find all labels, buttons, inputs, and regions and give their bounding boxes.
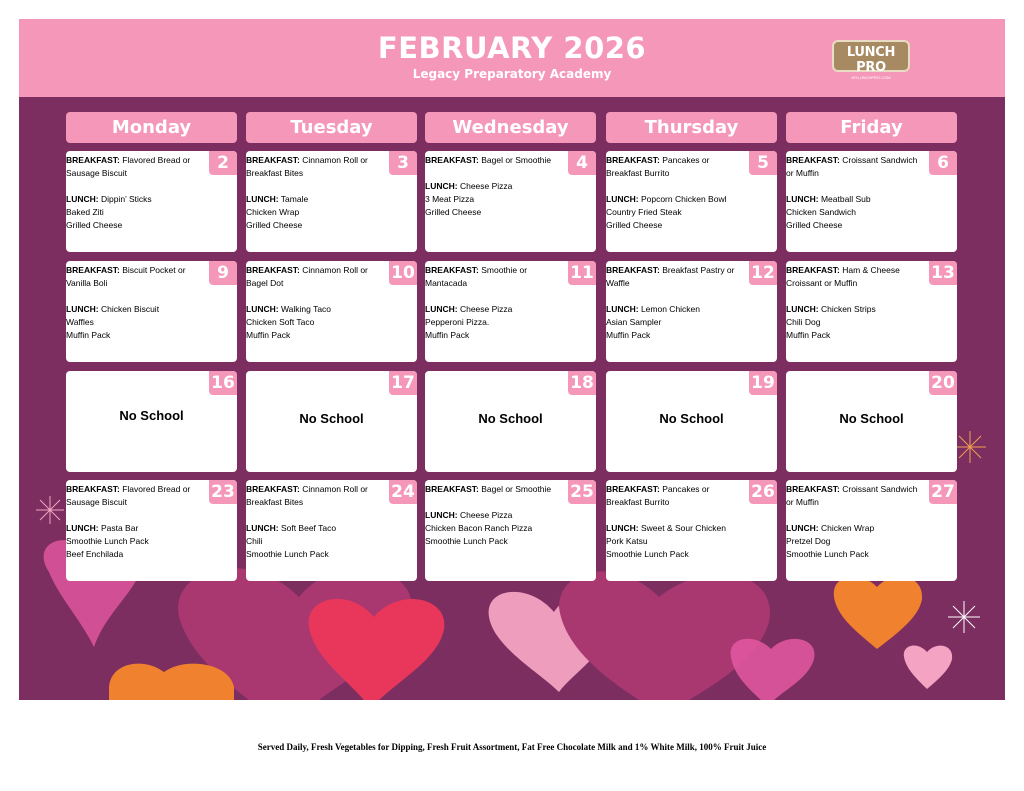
meal-list: [606, 154, 746, 232]
heart-decoration: [109, 664, 234, 700]
day-cell: [425, 261, 596, 362]
day-cell: [786, 261, 957, 362]
meal-list: [246, 154, 386, 232]
date-number: 20: [929, 371, 957, 395]
lunch-item-text: Chili Dog: [786, 317, 821, 327]
breakfast-items: Flavored Bread or Sausage Biscuit: [66, 484, 191, 507]
breakfast-items: Cinnamon Roll or Breakfast Bites: [246, 484, 368, 507]
date-number: 5: [749, 151, 777, 175]
lunch-item: [786, 535, 926, 548]
sparkle-decoration: [948, 601, 980, 633]
meal-list: [606, 483, 746, 561]
calendar-panel: [19, 97, 1005, 700]
date-number: 11: [568, 261, 596, 285]
lunch-item: [66, 316, 206, 329]
breakfast-label: BREAKFAST:: [246, 484, 300, 494]
lunch-item-text: Chicken Bacon Ranch Pizza: [425, 523, 533, 533]
lunch-item: [246, 303, 386, 316]
lunch-item-text: Pepperoni Pizza.: [425, 317, 490, 327]
day-cell: [606, 151, 777, 252]
lunch-label: LUNCH:: [606, 523, 639, 533]
breakfast-line: [66, 264, 206, 290]
date-number: 16: [209, 371, 237, 395]
day-header-thursday: Thursday: [606, 112, 777, 143]
breakfast-items: Croissant Sandwich or Muffin: [786, 155, 918, 178]
date-number: 19: [749, 371, 777, 395]
lunch-item: [606, 522, 746, 535]
breakfast-label: BREAKFAST:: [786, 265, 840, 275]
lunch-item-text: Muffin Pack: [786, 330, 831, 340]
date-number: 18: [568, 371, 596, 395]
meal-list: [606, 264, 746, 342]
breakfast-line: [786, 483, 926, 509]
lunch-item: [786, 193, 926, 206]
lunch-item-text: Pasta Bar: [100, 523, 139, 533]
lunch-item: [606, 303, 746, 316]
lunch-item: [246, 206, 386, 219]
lunch-label: LUNCH:: [786, 194, 819, 204]
breakfast-label: BREAKFAST:: [66, 155, 120, 165]
header-banner: [19, 19, 1005, 97]
lunch-item-text: Muffin Pack: [425, 330, 470, 340]
logo-url: MYLUNCHPRO.COM: [851, 75, 891, 80]
lunch-item-text: 3 Meat Pizza: [425, 194, 475, 204]
lunch-label: LUNCH:: [786, 304, 819, 314]
breakfast-line: [606, 264, 746, 290]
breakfast-line: [425, 483, 565, 496]
breakfast-label: BREAKFAST:: [425, 265, 479, 275]
day-cell: [425, 480, 596, 581]
breakfast-line: [246, 154, 386, 180]
date-number: 24: [389, 480, 417, 504]
lunch-item-text: Chili: [246, 536, 263, 546]
lunch-item-text: Smoothie Lunch Pack: [606, 549, 689, 559]
date-number: 3: [389, 151, 417, 175]
no-school-note: No School: [659, 411, 724, 426]
lunch-item-text: Soft Beef Taco: [280, 523, 337, 533]
breakfast-label: BREAKFAST:: [425, 484, 479, 494]
meal-list: [425, 154, 565, 219]
breakfast-line: [786, 154, 926, 180]
lunch-item-text: Grilled Cheese: [425, 207, 482, 217]
day-cell: [246, 480, 417, 581]
lunch-item: [606, 316, 746, 329]
lunch-item-text: Meatball Sub: [820, 194, 871, 204]
breakfast-label: BREAKFAST:: [606, 484, 660, 494]
lunch-item-text: Pretzel Dog: [786, 536, 831, 546]
lunch-item: [786, 329, 926, 342]
lunch-item: [606, 535, 746, 548]
lunch-item: [66, 329, 206, 342]
lunch-item: [66, 206, 206, 219]
lunch-item-text: Chicken Sandwich: [786, 207, 856, 217]
breakfast-items: Breakfast Pastry or Waffle: [606, 265, 735, 288]
breakfast-line: [425, 264, 565, 290]
lunch-item-text: Baked Ziti: [66, 207, 104, 217]
breakfast-items: Pancakes or Breakfast Burrito: [606, 155, 710, 178]
day-cell: [606, 480, 777, 581]
lunch-item-text: Beef Enchilada: [66, 549, 124, 559]
lunch-item-text: Walking Taco: [280, 304, 332, 314]
lunch-item-text: Waffles: [66, 317, 94, 327]
lunch-item: [786, 219, 926, 232]
lunch-item-text: Chicken Wrap: [820, 523, 875, 533]
breakfast-label: BREAKFAST:: [606, 265, 660, 275]
lunch-item: [66, 535, 206, 548]
day-cell: [786, 480, 957, 581]
lunch-item-text: Cheese Pizza: [459, 181, 513, 191]
lunch-item: [606, 329, 746, 342]
breakfast-line: [786, 264, 926, 290]
lunch-label: LUNCH:: [66, 523, 99, 533]
day-cell: [425, 371, 596, 472]
breakfast-line: [606, 154, 746, 180]
breakfast-line: [606, 483, 746, 509]
date-number: 2: [209, 151, 237, 175]
heart-decoration: [559, 572, 770, 700]
lunch-label: LUNCH:: [425, 510, 458, 520]
lunch-label: LUNCH:: [786, 523, 819, 533]
lunch-item-text: Pork Katsu: [606, 536, 648, 546]
meal-list: [246, 483, 386, 561]
lunch-item: [786, 316, 926, 329]
meal-list: [786, 264, 926, 342]
lunch-label: LUNCH:: [606, 194, 639, 204]
lunch-item-text: Grilled Cheese: [606, 220, 663, 230]
lunch-label: LUNCH:: [425, 304, 458, 314]
heart-decoration: [904, 646, 952, 689]
lunch-item: [66, 303, 206, 316]
meal-list: [66, 483, 206, 561]
lunch-label: LUNCH:: [66, 304, 99, 314]
lunch-label: LUNCH:: [425, 181, 458, 191]
breakfast-items: Ham & Cheese Croissant or Muffin: [786, 265, 900, 288]
meal-list: [66, 154, 206, 232]
lunch-item-text: Asian Sampler: [606, 317, 662, 327]
lunch-item: [246, 548, 386, 561]
breakfast-line: [425, 154, 565, 167]
breakfast-line: [66, 483, 206, 509]
day-cell: [66, 261, 237, 362]
lunch-item: [246, 219, 386, 232]
lunch-item-text: Smoothie Lunch Pack: [246, 549, 329, 559]
breakfast-items: Bagel or Smoothie: [481, 484, 552, 494]
lunch-item: [425, 193, 565, 206]
no-school-note: No School: [839, 411, 904, 426]
lunch-item-text: Cheese Pizza: [459, 510, 513, 520]
date-number: 23: [209, 480, 237, 504]
breakfast-items: Bagel or Smoothie: [481, 155, 552, 165]
breakfast-line: [246, 264, 386, 290]
lunch-item-text: Lemon Chicken: [640, 304, 701, 314]
breakfast-label: BREAKFAST:: [786, 484, 840, 494]
day-header-monday: Monday: [66, 112, 237, 143]
breakfast-items: Cinnamon Roll or Breakfast Bites: [246, 155, 368, 178]
breakfast-label: BREAKFAST:: [66, 265, 120, 275]
breakfast-items: Pancakes or Breakfast Burrito: [606, 484, 710, 507]
lunch-item: [425, 180, 565, 193]
no-school-note: No School: [478, 411, 543, 426]
sparkle-decoration: [36, 496, 64, 524]
lunch-item-text: Popcorn Chicken Bowl: [640, 194, 727, 204]
breakfast-items: Cinnamon Roll or Bagel Dot: [246, 265, 368, 288]
lunch-item: [425, 303, 565, 316]
lunch-label: LUNCH:: [246, 304, 279, 314]
breakfast-line: [66, 154, 206, 180]
breakfast-label: BREAKFAST:: [246, 265, 300, 275]
lunch-item-text: Chicken Wrap: [246, 207, 300, 217]
day-header-friday: Friday: [786, 112, 957, 143]
day-cell: [66, 371, 237, 472]
breakfast-label: BREAKFAST:: [786, 155, 840, 165]
breakfast-label: BREAKFAST:: [66, 484, 120, 494]
lunch-label: LUNCH:: [246, 194, 279, 204]
lunch-item: [425, 206, 565, 219]
lunch-item: [425, 522, 565, 535]
lunch-item: [246, 522, 386, 535]
lunch-item: [425, 509, 565, 522]
breakfast-items: Croissant Sandwich or Muffin: [786, 484, 918, 507]
breakfast-line: [246, 483, 386, 509]
lunch-item: [425, 316, 565, 329]
meal-list: [425, 264, 565, 342]
lunch-item: [66, 219, 206, 232]
lunch-item: [606, 206, 746, 219]
lunch-item: [606, 193, 746, 206]
sparkle-decoration: [954, 431, 986, 463]
day-cell: [606, 371, 777, 472]
day-cell: [66, 151, 237, 252]
logo-text: LUNCH PRO: [846, 45, 896, 75]
date-number: 12: [749, 261, 777, 285]
lunch-item-text: Grilled Cheese: [246, 220, 303, 230]
breakfast-items: Flavored Bread or Sausage Biscuit: [66, 155, 191, 178]
day-cell: [425, 151, 596, 252]
date-number: 26: [749, 480, 777, 504]
breakfast-label: BREAKFAST:: [246, 155, 300, 165]
date-number: 13: [929, 261, 957, 285]
lunch-item-text: Chicken Strips: [820, 304, 876, 314]
lunch-item-text: Grilled Cheese: [786, 220, 843, 230]
lunch-label: LUNCH:: [606, 304, 639, 314]
day-cell: [606, 261, 777, 362]
lunch-item: [606, 548, 746, 561]
lunch-item-text: Chicken Biscuit: [100, 304, 160, 314]
no-school-note: No School: [299, 411, 364, 426]
day-cell: [246, 261, 417, 362]
lunch-item-text: Dippin’ Sticks: [100, 194, 152, 204]
heart-decoration: [834, 576, 922, 649]
meal-list: [786, 483, 926, 561]
lunch-item: [425, 329, 565, 342]
day-header-tuesday: Tuesday: [246, 112, 417, 143]
day-cell: [786, 151, 957, 252]
lunch-item: [246, 535, 386, 548]
date-number: 6: [929, 151, 957, 175]
page-title: FEBRUARY 2026: [377, 31, 647, 65]
lunch-item: [66, 193, 206, 206]
lunch-item-text: Muffin Pack: [66, 330, 111, 340]
breakfast-label: BREAKFAST:: [425, 155, 479, 165]
lunch-item: [425, 535, 565, 548]
meal-list: [425, 483, 565, 548]
day-cell: [246, 371, 417, 472]
lunch-item-text: Muffin Pack: [606, 330, 651, 340]
breakfast-items: Biscuit Pocket or Vanilla Boli: [66, 265, 186, 288]
lunch-item: [66, 522, 206, 535]
no-school-note: No School: [119, 408, 184, 423]
day-cell: [66, 480, 237, 581]
lunch-item-text: Smoothie Lunch Pack: [425, 536, 508, 546]
date-number: 9: [209, 261, 237, 285]
heart-decoration: [731, 639, 815, 700]
school-name: Legacy Preparatory Academy: [412, 67, 612, 81]
footer-note: Served Daily, Fresh Vegetables for Dipping, Fresh Fruit Assortment, Fat Free Chocolate Milk and 1% White Milk, 100% Fruit Juice: [257, 742, 767, 752]
date-number: 25: [568, 480, 596, 504]
day-cell: [786, 371, 957, 472]
lunch-pro-logo: [832, 40, 910, 80]
breakfast-label: BREAKFAST:: [606, 155, 660, 165]
lunch-item-text: Grilled Cheese: [66, 220, 123, 230]
lunch-item-text: Tamale: [280, 194, 309, 204]
lunch-label: LUNCH:: [66, 194, 99, 204]
lunch-item-text: Chicken Soft Taco: [246, 317, 315, 327]
date-number: 4: [568, 151, 596, 175]
lunch-item-text: Smoothie Lunch Pack: [66, 536, 149, 546]
lunch-item: [786, 548, 926, 561]
lunch-item-text: Cheese Pizza: [459, 304, 513, 314]
date-number: 27: [929, 480, 957, 504]
meal-list: [66, 264, 206, 342]
lunch-item: [786, 522, 926, 535]
day-cell: [246, 151, 417, 252]
meal-list: [786, 154, 926, 232]
lunch-item: [246, 316, 386, 329]
lunch-item: [786, 206, 926, 219]
lunch-item-text: Country Fried Steak: [606, 207, 682, 217]
lunch-item-text: Smoothie Lunch Pack: [786, 549, 869, 559]
lunch-item: [246, 329, 386, 342]
lunch-item: [786, 303, 926, 316]
lunch-item: [66, 548, 206, 561]
breakfast-items: Smoothie or Mantacada: [425, 265, 528, 288]
lunch-label: LUNCH:: [246, 523, 279, 533]
lunch-item-text: Sweet & Sour Chicken: [640, 523, 726, 533]
date-number: 10: [389, 261, 417, 285]
day-header-wednesday: Wednesday: [425, 112, 596, 143]
lunch-item-text: Muffin Pack: [246, 330, 291, 340]
lunch-item: [246, 193, 386, 206]
date-number: 17: [389, 371, 417, 395]
meal-list: [246, 264, 386, 342]
lunch-item: [606, 219, 746, 232]
